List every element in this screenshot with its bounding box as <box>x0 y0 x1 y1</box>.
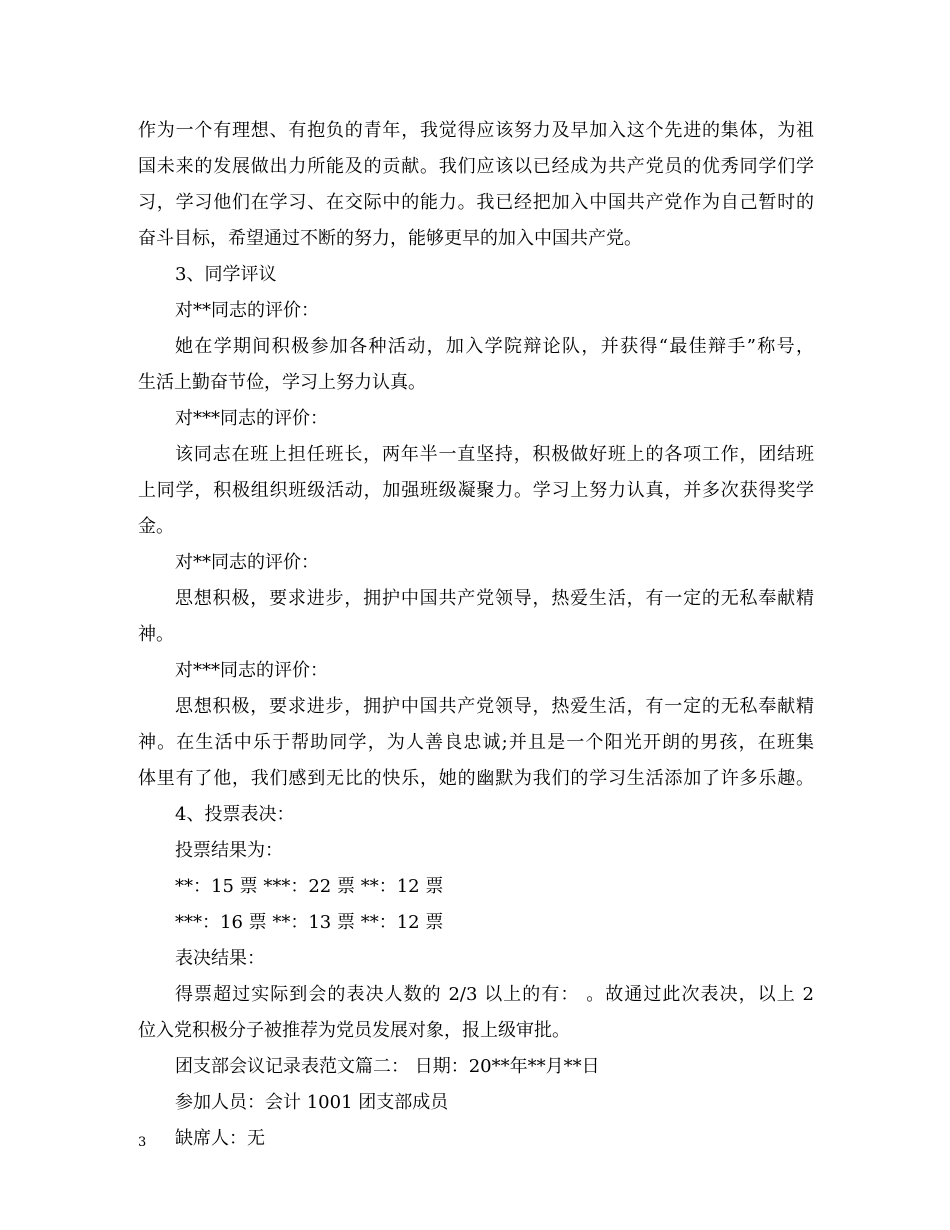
evaluation-heading: 对***同志的评价： <box>175 408 328 429</box>
resolution-label: 表决结果： <box>175 948 265 969</box>
paragraph-line: 该同志在班上担任班长，两年半一直坚持，积极做好班上的各项工作，团结班 <box>175 444 814 465</box>
paragraph-line: 思想积极，要求进步，拥护中国共产党领导，热爱生活，有一定的无私奉献精 <box>175 588 814 609</box>
evaluation-heading: 对**同志的评价： <box>175 300 319 321</box>
vote-results-label: 投票结果为： <box>175 840 283 861</box>
paragraph-line: 金。 <box>138 516 174 537</box>
paragraph-line: 神。在生活中乐于帮助同学，为人善良忠诚;并且是一个阳光开朗的男孩，在班集 <box>138 732 814 753</box>
absentees-line: 缺席人：无 <box>175 1128 265 1149</box>
paragraph-line: 得票超过实际到会的表决人数的 2/3 以上的有： 。故通过此次表决，以上 2 <box>175 984 814 1005</box>
section-heading: 3、同学评议 <box>175 264 277 285</box>
evaluation-heading: 对**同志的评价： <box>175 552 319 573</box>
paragraph-line: 体里有了他，我们感到无比的快乐，她的幽默为我们的学习生活添加了许多乐趣。 <box>138 768 814 789</box>
paragraph-line: 上同学，积极组织班级活动，加强班级凝聚力。学习上努力认真，并多次获得奖学 <box>138 480 814 501</box>
paragraph-line: 神。 <box>138 624 174 645</box>
paragraph-line: 思想积极，要求进步，拥护中国共产党领导，热爱生活，有一定的无私奉献精 <box>175 696 814 717</box>
paragraph-line: 习，学习他们在学习、在交际中的能力。我已经把加入中国共产党作为自己暂时的 <box>138 192 814 213</box>
vote-tally-line: ***：16 票 **：13 票 **：12 票 <box>175 912 444 933</box>
attendees-line: 参加人员：会计 1001 团支部成员 <box>175 1092 449 1113</box>
paragraph-line: 国未来的发展做出力所能及的贡献。我们应该以已经成为共产党员的优秀同学们学 <box>138 156 814 177</box>
evaluation-heading: 对***同志的评价： <box>175 660 328 681</box>
paragraph-line: 生活上勤奋节俭，学习上努力认真。 <box>138 372 426 393</box>
record-title-line: 团支部会议记录表范文篇二： 日期：20**年**月**日 <box>175 1056 600 1077</box>
paragraph-line: 作为一个有理想、有抱负的青年，我觉得应该努力及早加入这个先进的集体，为祖 <box>138 120 814 141</box>
page-number: 3 <box>138 1135 147 1150</box>
section-heading: 4、投票表决： <box>175 804 295 825</box>
paragraph-line: 奋斗目标，希望通过不断的努力，能够更早的加入中国共产党。 <box>138 228 642 249</box>
paragraph-line: 位入党积极分子被推荐为党员发展对象，报上级审批。 <box>138 1020 570 1041</box>
paragraph-line: 她在学期间积极参加各种活动，加入学院辩论队，并获得“最佳辩手”称号， <box>175 336 814 357</box>
vote-tally-line: **：15 票 ***：22 票 **：12 票 <box>175 876 444 897</box>
body-text <box>138 113 814 1157</box>
